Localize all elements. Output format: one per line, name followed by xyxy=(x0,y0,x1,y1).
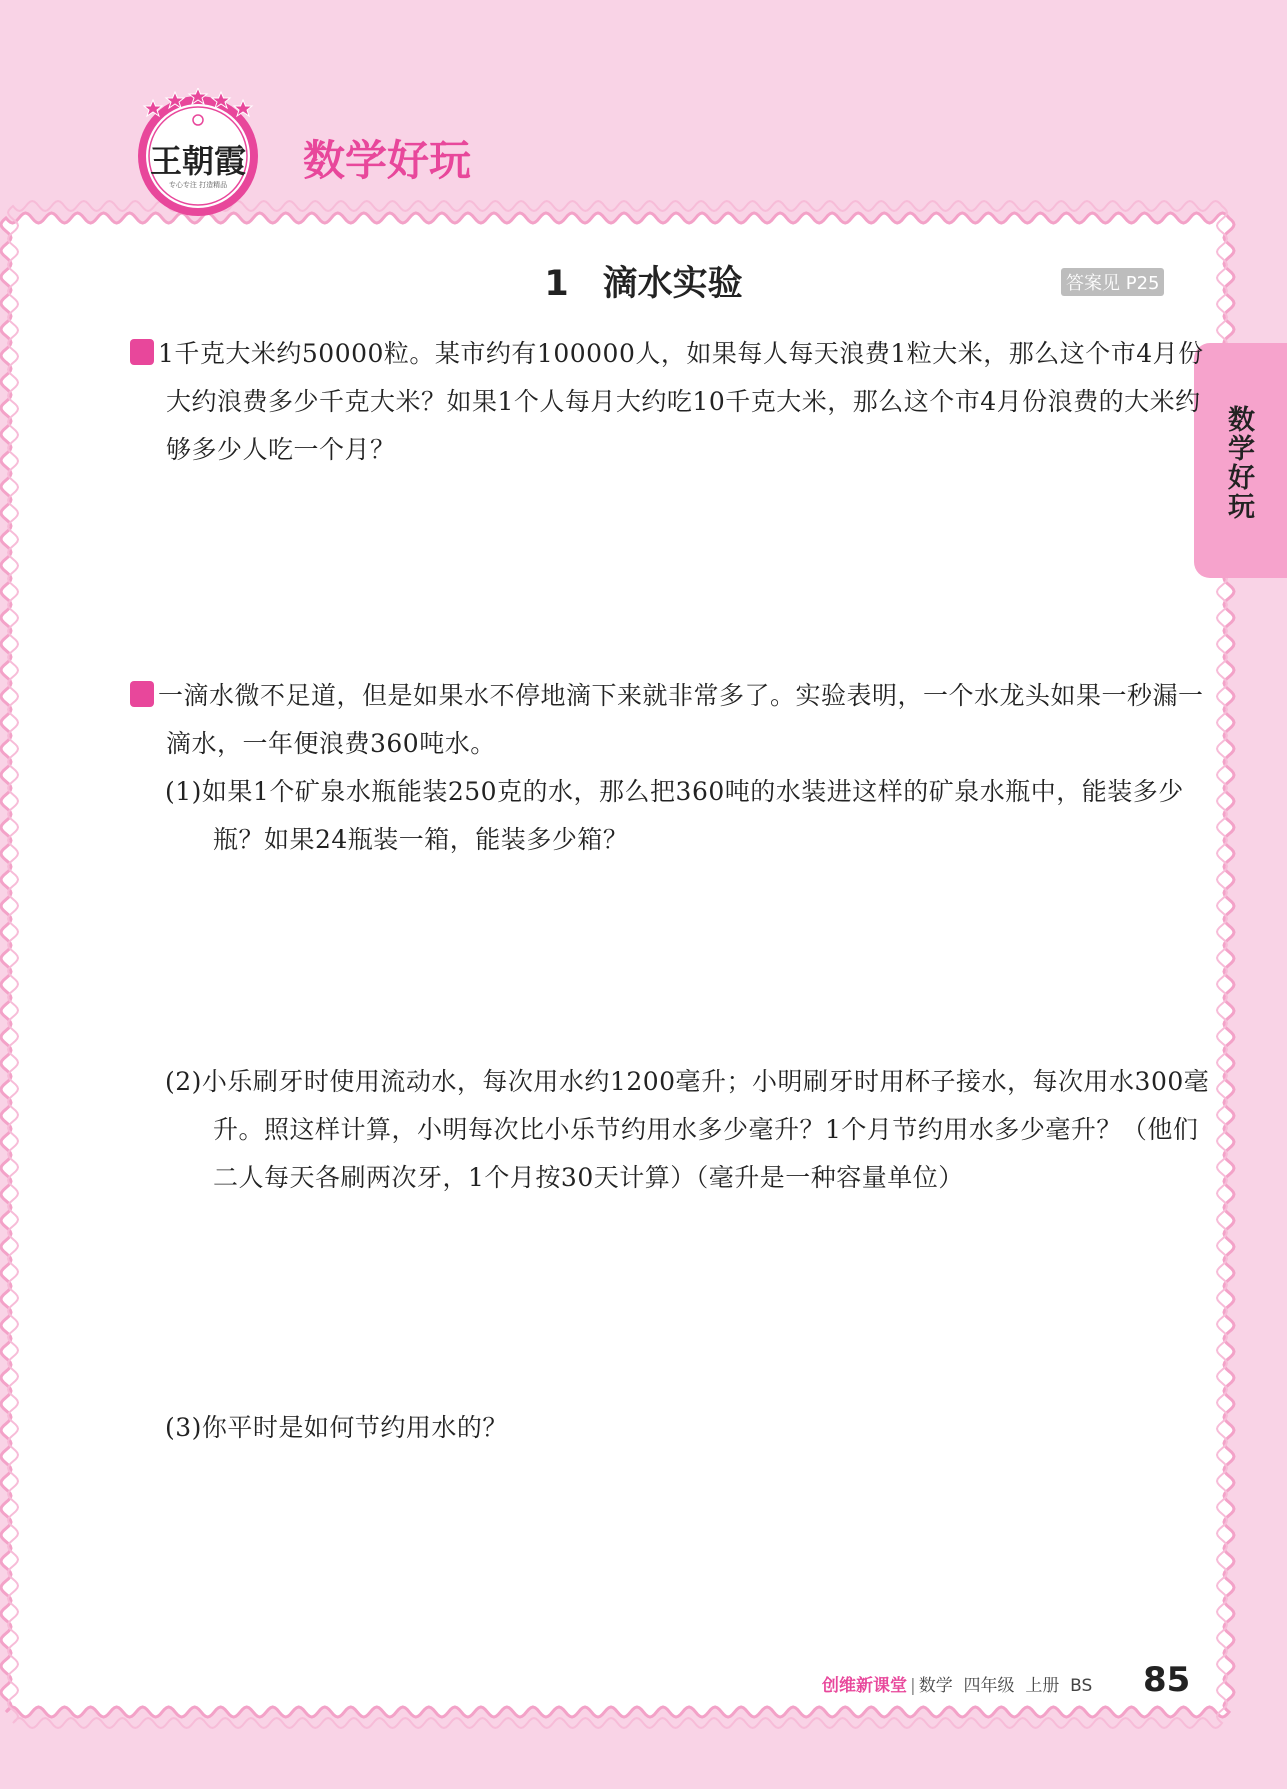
section-title: 数学好玩 xyxy=(303,136,472,185)
footer-separator: | xyxy=(910,1676,916,1696)
page-footer xyxy=(822,1671,1092,1696)
side-tab xyxy=(1194,343,1287,578)
sub-question-1: (1)如果1个矿泉水瓶能装250克的水，那么把360吨的水装进这样的矿泉水瓶中，能装多少瓶？如果24瓶装一箱，能装多少箱？ xyxy=(165,777,1184,854)
footer-volume: 上册 xyxy=(1025,1676,1060,1696)
sub-question-2: (2)小乐刷牙时使用流动水，每次用水约1200毫升；小明刷牙时用杯子接水，每次用水300毫升。照这样计算，小明每次比小乐节约用水多少毫升？1个月节约用水多少毫升？（他们二人每天各刷两次牙，1个月按30天计算）（毫升是一种容量单位） xyxy=(165,1067,1210,1192)
question-2 xyxy=(116,672,1206,768)
footer-grade: 四年级 xyxy=(963,1676,1015,1696)
sub-question-3: (3)你平时是如何节约用水的？ xyxy=(165,1413,508,1442)
page-number: 85 xyxy=(1143,1660,1191,1700)
footer-subject: 数学 xyxy=(918,1676,953,1696)
lesson-title-text: 滴水实验 xyxy=(602,264,743,304)
footer-brand: 创维新课堂 xyxy=(822,1676,907,1696)
question-number-badge: 1 xyxy=(130,339,154,365)
question-number-badge: 2 xyxy=(130,681,154,707)
question-text: 一滴水微不足道，但是如果水不停地滴下来就非常多了。实验表明，一个水龙头如果一秒漏一滴水，一年便浪费360吨水。 xyxy=(158,681,1204,758)
logo-subtext: 专心专注 打造精品 xyxy=(168,181,228,189)
side-tab-label: 数学好玩 xyxy=(1223,405,1254,521)
footer-edition: BS xyxy=(1070,1676,1093,1696)
question-1 xyxy=(116,330,1206,474)
answer-reference: 答案见 P25 xyxy=(1061,268,1164,296)
logo-text: 王朝霞 xyxy=(150,142,247,180)
lesson-number: 1 xyxy=(544,264,569,304)
question-text: 1千克大米约50000粒。某市约有100000人，如果每人每天浪费1粒大米，那么这个市4月份大约浪费多少千克大米？如果1个人每月大约吃10千克大米，那么这个市4月份浪费的大米约够多少人吃一个月？ xyxy=(158,339,1204,464)
